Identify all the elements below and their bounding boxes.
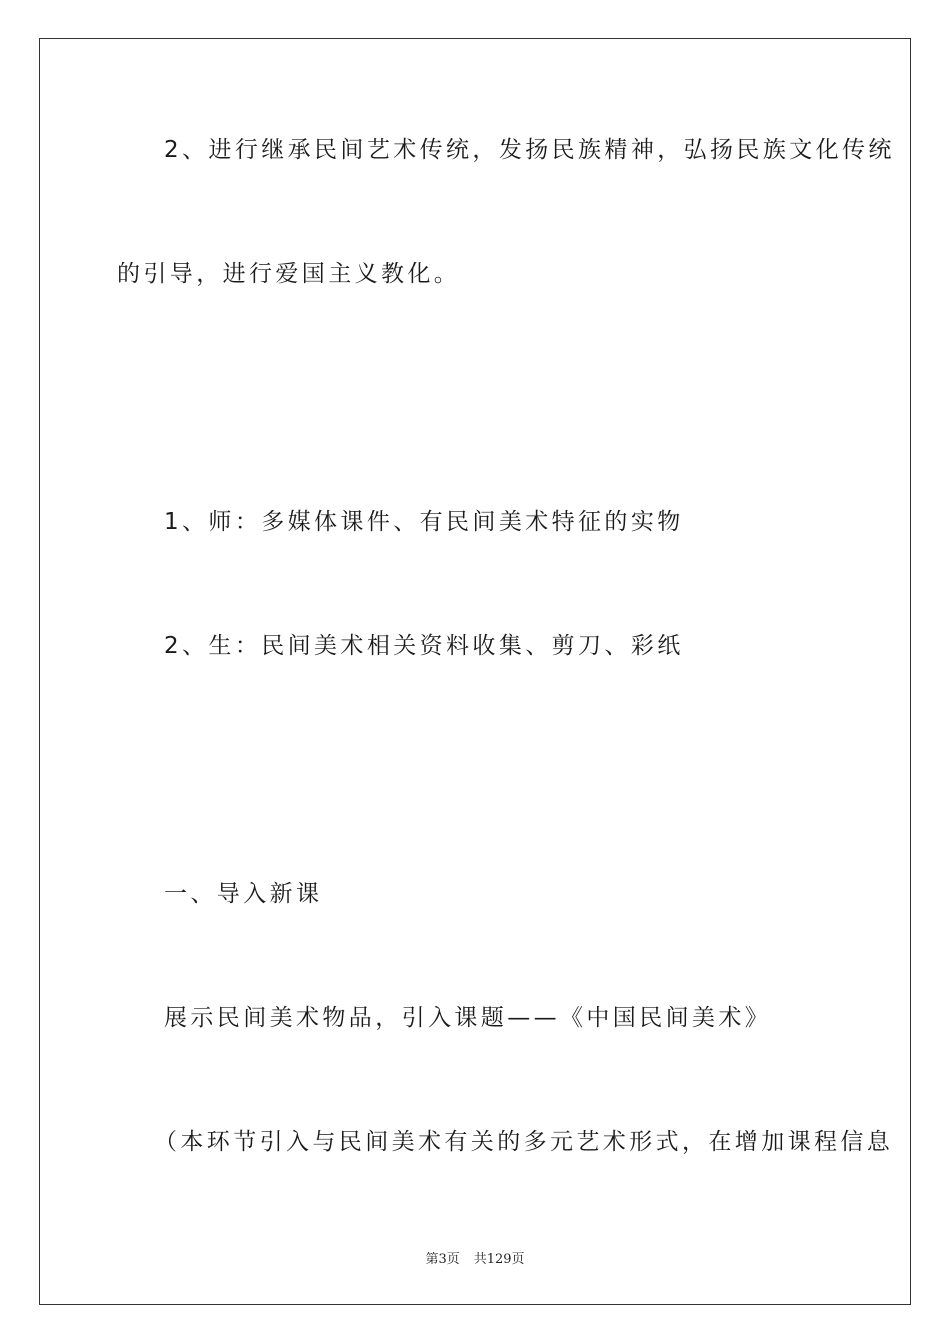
paragraph-teacher-materials: 1、师：多媒体课件、有民间美术特征的实物 <box>164 509 684 535</box>
paragraph-objective-2: 2、进行继承民间艺术传统，发扬民族精神，弘扬民族文化传统 <box>164 137 895 163</box>
page-total: 共129页 <box>473 1252 525 1267</box>
paragraph-intro-note: （本环节引入与民间美术有关的多元艺术形式，在增加课程信息 <box>154 1129 894 1155</box>
paragraph-intro-display: 展示民间美术物品，引入课题——《中国民间美术》 <box>164 1005 772 1031</box>
page-number: 第3页 <box>425 1252 460 1267</box>
page-border <box>39 38 911 1305</box>
page-footer <box>0 1248 950 1267</box>
paragraph-objective-2-continued: 的引导，进行爱国主义教化。 <box>117 261 461 287</box>
section-heading-intro: 一、导入新课 <box>164 881 323 907</box>
paragraph-student-materials: 2、生：民间美术相关资料收集、剪刀、彩纸 <box>164 633 684 659</box>
